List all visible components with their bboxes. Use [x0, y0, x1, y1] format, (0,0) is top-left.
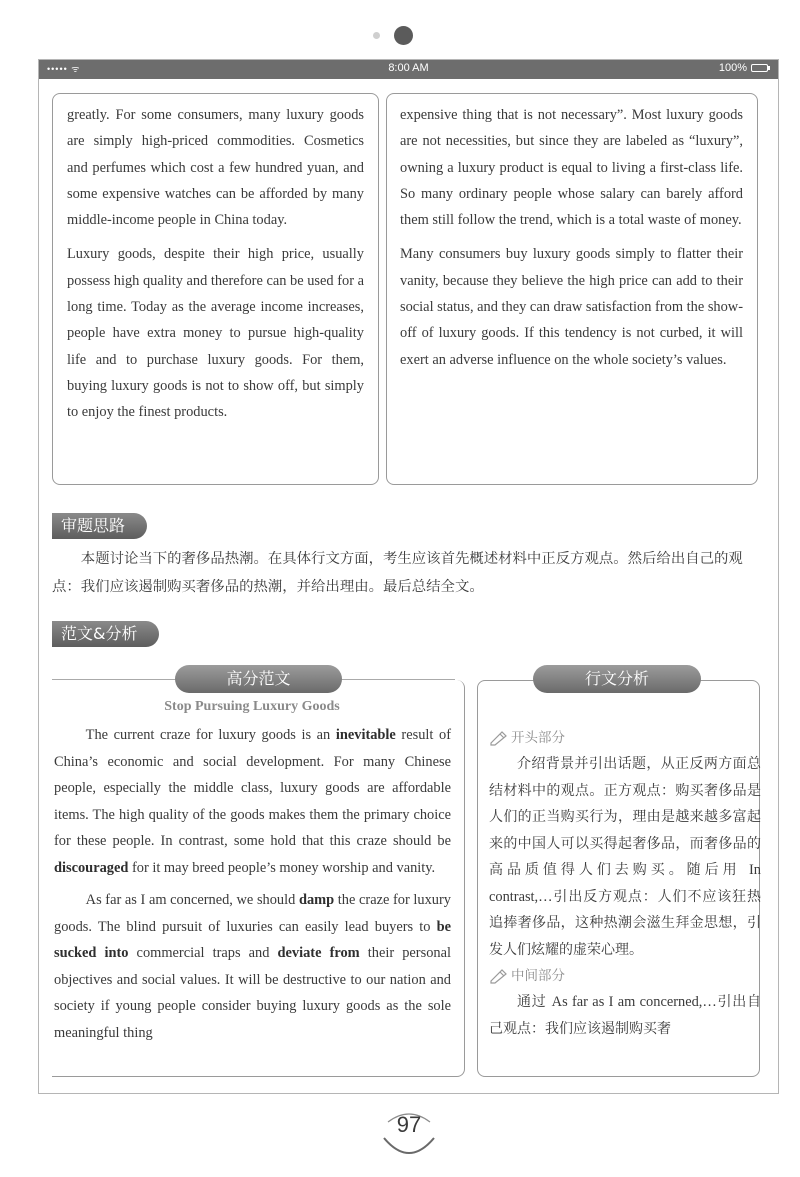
page-number: 97 [396, 1112, 422, 1137]
analysis-approach-text: 本题讨论当下的奢侈品热潮。在具体行文方面，考生应该首先概述材料中正反方观点。然后给出自己的观点：我们应该遏制购买奢侈品的热潮，并给出理由。最后总结全文。 [52, 551, 743, 595]
material-paragraph: expensive thing that is not necessary”. Most luxury goods are not necessities, but since they are labeled as “luxury”, owning a luxury product is equal to living a first-class life. So many ordinary people whose salary can barely afford them still follow the trend, which is a total waste of money. [400, 107, 743, 229]
section-label-sample-essay: 范文&分析 [52, 621, 159, 647]
analysis-paragraph: 通过 As far as I am concerned,…引出自己观点：我们应该遏制购买奢 [489, 994, 762, 1037]
section-label-analysis-approach: 审题思路 [52, 513, 147, 539]
status-bar [39, 60, 778, 79]
material-paragraph: Many consumers buy luxury goods simply to flatter their vanity, because they believe the high price can add to their social status, and they can draw satisfaction from the show-off of luxury goods. If this tendency is not curbed, it will exert an adverse influence on the whole society’s values. [400, 246, 743, 368]
essay-paragraph: As far as I am concerned, we should damp the craze for luxury goods. The blind pursuit of luxuries can easily lead buyers to be sucked into commercial traps and deviate from their personal objectives and social values. It will be destructive to our nation and society if young people consider buying luxury goods as the sole meaningful thing [54, 892, 451, 1041]
page-dot-active [394, 26, 413, 45]
page-indicator [370, 26, 430, 46]
page-number-badge [380, 1104, 438, 1162]
key-phrase: discouraged [54, 859, 129, 876]
page-dot-inactive [373, 32, 380, 39]
analysis-paragraph: 介绍背景并引出话题，从正反两方面总结材料中的观点。正方观点：购买奢侈品是人们的正当购买行为，理由是越来越多富起来的中国人可以买得起奢侈品，而奢侈品的高品质值得人们去购买。随后用 In contrast,…引出反方观点：人们不应该狂热追捧奢侈品，这种热潮会滋生拜金思想，引发人们炫耀的虚荣心理。 [489, 756, 761, 958]
key-phrase: inevitable [335, 727, 396, 743]
key-phrase: damp [298, 892, 335, 908]
key-phrase: deviate from [277, 945, 360, 961]
battery-percent: 100% [718, 62, 747, 74]
key-phrase: be sucked into [54, 918, 451, 961]
pencil-icon [489, 730, 509, 746]
signal-indicator: ••••• ᯤ [47, 64, 81, 74]
analysis-part-heading: 开头部分 [489, 727, 761, 749]
battery-icon [751, 64, 768, 72]
divider [52, 679, 177, 680]
material-card-right [386, 93, 758, 485]
divider [340, 679, 455, 680]
material-paragraph: Luxury goods, despite their high price, usually possess high quality and therefore can be used for a long time. Today as the average income increases, people have extra money to pursue high-quality life and to purchase luxury goods. For them, buying luxury goods is not to show off, but simply to enjoy the finest products. [67, 246, 364, 421]
analysis-body [489, 727, 761, 1044]
battery-status [719, 62, 768, 74]
analysis-part-heading: 中间部分 [489, 965, 761, 987]
pencil-icon [489, 968, 509, 984]
essay-title: Stop Pursuing Luxury Goods [164, 699, 340, 714]
essay-header: 高分范文 [175, 665, 342, 693]
essay-paragraph: The current craze for luxury goods is an inevitable result of China’s economic and social development. For many Chinese people, especially the middle class, luxury goods are affordable items. The high quality of the goods makes them the primary choice for these people. In contrast, some hold that this craze should be discouraged for it may breed people’s money worship and vanity. [54, 727, 451, 876]
material-paragraph: greatly. For some consumers, many luxury goods are simply high-priced commodities. Cosmetics and perfumes which cost a few hundred yuan, and some expensive watches can be afforded by many middle-income people in China today. [67, 107, 364, 229]
essay-body [54, 722, 451, 1052]
analysis-header: 行文分析 [533, 665, 701, 693]
status-time: 8:00 AM [388, 62, 429, 74]
material-card-left [52, 93, 379, 485]
